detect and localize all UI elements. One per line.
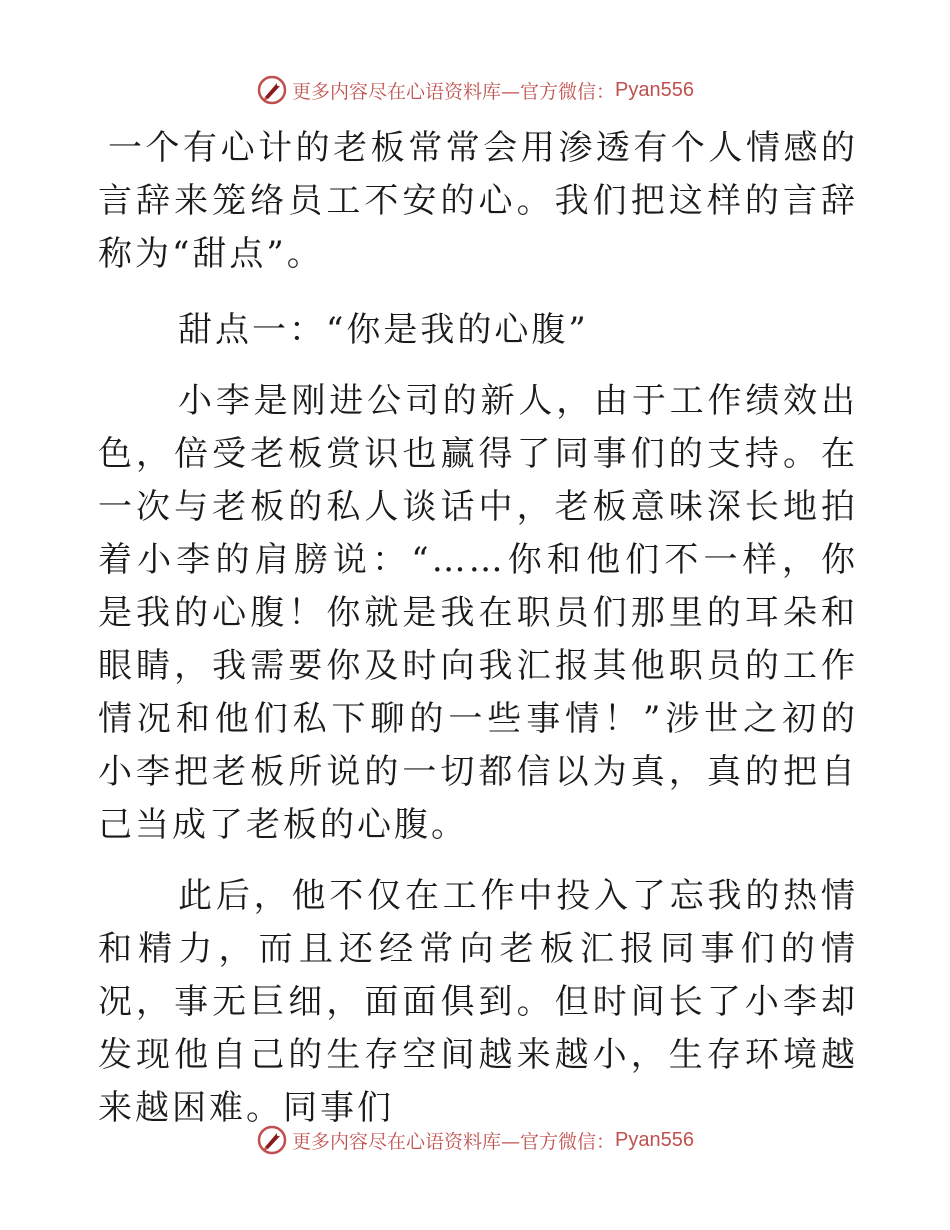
- banner-text: 更多内容尽在心语资料库—官方微信：: [292, 1130, 616, 1153]
- banner-wechat-id: Pyan556: [615, 78, 694, 101]
- document-body: [98, 122, 858, 1135]
- banner-wechat-id: Pyan556: [615, 1128, 694, 1151]
- banner-text: 更多内容尽在心语资料库—官方微信：: [292, 80, 616, 103]
- pen-circle-logo-icon: [256, 74, 288, 106]
- pen-circle-logo-icon: [256, 1124, 288, 1156]
- paragraph-intro: 一个有心计的老板常常会用渗透有个人情感的言辞来笼络员工不安的心。我们把这样的言辞称为“甜点”。: [98, 128, 858, 274]
- footer-banner: [0, 1120, 950, 1160]
- paragraph-story: 小李是刚进公司的新人，由于工作绩效出色，倍受老板赏识也赢得了同事们的支持。在一次与老板的私人谈话中，老板意味深长地拍着小李的肩膀说：“……你和他们不一样，你是我的心腹！你就是我在职员们那里的耳朵和眼睛，我需要你及时向我汇报其他职员的工作情况和他们私下聊的一些事情！”涉世之初的小李把老板所说的一切都信以为真，真的把自己当成了老板的心腹。: [98, 381, 858, 845]
- section-heading: 甜点一：“你是我的心腹”: [178, 310, 589, 350]
- paragraph-continuation: 此后，他不仅在工作中投入了忘我的热情和精力，而且还经常向老板汇报同事们的情况，事无巨细，面面俱到。但时间长了小李却发现他自己的生存空间越来越小，生存环境越来越困难。同事们: [98, 876, 858, 1128]
- header-banner: [0, 70, 950, 110]
